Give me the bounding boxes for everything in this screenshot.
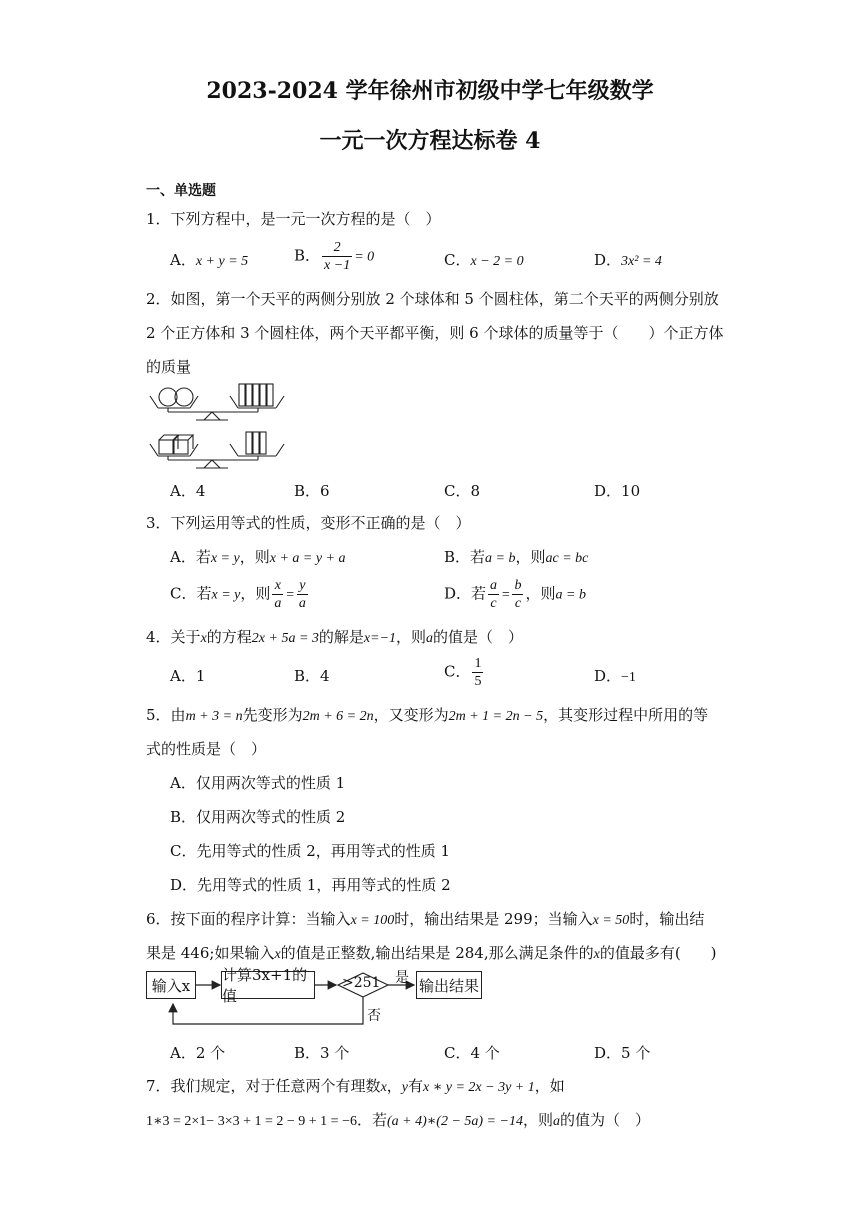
math-variable: a [426,631,434,646]
q5-option-c: C．先用等式的性质 2，再用等式的性质 1 [170,842,451,860]
q5-option-b: B．仅用两次等式的性质 2 [170,808,346,826]
math-variable: a [552,1114,560,1129]
math-expression: 2m + 1 = 2n − 5 [448,709,544,724]
numerator: 2 [322,239,352,257]
cylinder-icon [239,384,245,406]
sphere-icon [159,388,177,406]
math-expression: m + 3 = n [185,709,243,724]
question-text: 下列方程中，是一元一次方程的是（ ） [170,210,441,228]
flow-compute-box [221,966,315,1005]
option-math: x − 2 = 0 [470,254,524,269]
flow-input-label: 输入x [151,976,191,995]
document-title-line2: 一元一次方程达标卷 4 [319,128,541,154]
section-heading: 一、单选题 [146,183,216,199]
q5-option-d: D．先用等式的性质 1，再用等式的性质 2 [170,876,451,894]
cylinder-icon [260,384,266,406]
q6-option-c: C．4 个 [444,1044,500,1062]
q6-option-b: B．3 个 [294,1044,350,1062]
q2-option-d: D．10 [594,482,641,500]
document-title-line1: 2023-2024 学年徐州市初级中学七年级数学 [206,78,654,104]
math-expression: x = 100 [350,913,395,928]
question-text: 由 [170,706,186,724]
flow-output-label: 输出结果 [418,976,479,995]
question-text: 时，输出结果是 299；当输入 [394,910,593,928]
question-1-stem [146,208,441,229]
question-text: ．若 [356,1111,387,1129]
option-label: D． [594,667,622,685]
option-math: 3x² = 4 [621,254,662,269]
fraction [297,577,308,612]
option-math: x = y [211,587,241,603]
question-number: 1． [146,210,171,228]
denominator: a [274,596,282,611]
fraction [488,577,499,612]
math-expression: x ∗ y = 2x − 3y + 1 [423,1080,535,1095]
math-variable: x [274,947,281,962]
denominator: c [514,596,522,611]
option-math: a = b [555,587,586,603]
question-text: 的值是（ ） [433,628,524,646]
cylinder-icon [253,384,259,406]
math-expression: 2m + 6 = 2n [302,709,374,724]
question-4-stem [146,626,523,647]
equals-sign: = [285,587,295,603]
q4-option-a: A．1 [170,667,206,685]
question-text: 有 [408,1077,424,1095]
q2-option-c: C．8 [444,482,481,500]
option-math: ac = bc [545,551,589,566]
option-label: D． [594,251,622,269]
cube-icon [174,440,188,454]
option-text: ，则 [515,548,546,566]
math-variable: y [401,1080,409,1095]
math-expression: x=−1 [363,631,397,646]
question-number: 4． [146,628,171,646]
question-text: 关于 [170,628,201,646]
question-6-line1 [146,908,704,929]
question-5-line1 [146,704,708,725]
option-text: ，则 [525,584,556,603]
math-variable: x [593,947,600,962]
option-text: ，则 [239,548,270,566]
q3-option-d [444,577,586,612]
q1-option-c [444,249,524,270]
question-text: ，如 [534,1077,565,1095]
question-5-line2: 式的性质是（ ） [146,740,267,758]
fraction [512,577,523,612]
fraction [272,577,283,612]
flow-output-box [416,971,482,999]
option-label: B． [294,246,321,265]
question-text: 按下面的程序计算：当输入 [170,910,351,928]
cylinder-icon [246,384,252,406]
q6-option-a: A．2 个 [170,1044,226,1062]
cylinder-icon [267,384,273,406]
flow-compute-label: 计算3x+1的值 [222,966,308,1005]
question-7-line1 [146,1075,565,1096]
numerator: a [490,578,498,593]
left-pan-edge [150,444,158,456]
flow-yes-label: 是 [395,970,409,986]
question-2-line1 [146,288,719,309]
question-text: ， [386,1077,402,1095]
question-text: 时，输出结 [629,910,705,928]
balance-scale-figure [146,378,286,470]
q1-option-b [294,239,374,274]
question-text: ，则 [522,1111,553,1129]
q1-option-a [170,249,248,270]
q1-option-d [594,249,662,270]
question-text: ，又变形为 [373,706,449,724]
option-text: ，则 [240,584,271,603]
right-pan-edge [230,444,238,456]
q4-option-d [594,665,636,686]
question-2-line3: 的质量 [146,358,192,376]
question-3-stem [146,512,471,533]
flow-no-label: 否 [367,1008,381,1024]
option-math: −1 [621,670,636,685]
numerator: y [297,577,308,595]
question-text: 的值是正整数,输出结果是 284,那么满足条件的 [280,944,594,962]
right-pan-edge [276,396,284,408]
sphere-icon [175,388,193,406]
math-expression: (a + 4)∗(2 − 5a) = −14 [387,1114,523,1129]
option-math: a = b [485,551,516,566]
question-text: 的解是 [318,628,364,646]
question-number: 2． [146,290,171,308]
question-number: 3． [146,514,171,532]
question-number: 5． [146,706,171,724]
question-text: 先变形为 [242,706,303,724]
question-text: 下列运用等式的性质，变形不正确的是（ ） [170,514,471,532]
left-pan-edge [150,396,158,408]
denominator: c [490,596,497,611]
question-text: 的方程 [206,628,252,646]
right-pan-edge [230,396,238,408]
fraction [322,239,352,274]
question-text: ，其变形过程中所用的等 [543,706,709,724]
q4-option-b: B．4 [294,667,330,685]
q3-option-b [444,546,588,567]
cylinder-icon [253,432,259,454]
option-math: = 0 [354,249,375,265]
numerator: 1 [474,656,482,671]
question-text: ，则 [396,628,427,646]
q6-option-d: D．5 个 [594,1044,651,1062]
question-number: 7． [146,1077,171,1095]
q5-option-a: A．仅用两次等式的性质 1 [170,774,346,792]
denominator: a [298,596,306,611]
equals-sign: = [501,587,511,603]
math-variable: x [200,631,207,646]
numerator: b [514,578,522,593]
flow-input-box [146,971,196,999]
option-label: C．若 [170,584,212,603]
question-text: 的值为（ ） [559,1111,650,1129]
cylinder-icon [260,432,266,454]
option-label: A．若 [170,548,211,566]
option-label: A． [170,251,196,269]
option-label: B．若 [444,548,486,566]
cube-icon [159,440,173,454]
question-number: 6． [146,910,171,928]
q3-option-a [170,546,346,567]
question-2-line2: 2 个正方体和 3 个圆柱体，两个天平都平衡，则 6 个球体的质量等于（ ）个正方体 [146,324,724,342]
cylinder-icon [246,432,252,454]
math-expression: x = 50 [592,913,630,928]
fulcrum-icon [204,460,220,468]
question-text: 如图，第一个天平的两侧分别放 2 个球体和 5 个圆柱体，第二个天平的两侧分别放 [170,290,719,308]
option-label: C． [444,251,471,269]
q4-option-c [444,655,485,690]
question-7-line2 [146,1109,650,1130]
denominator: 5 [474,674,482,689]
q2-option-b: B．6 [294,482,330,500]
denominator: x −1 [324,258,351,273]
left-pan-edge [190,444,198,456]
fraction [472,655,483,690]
option-label: D．若 [444,584,487,603]
question-text: 我们规定，对于任意两个有理数 [170,1077,381,1095]
option-math: x + a = y + a [269,551,346,566]
math-variable: x [380,1080,387,1095]
option-math: x + y = 5 [195,254,249,269]
q2-option-a: A．4 [170,482,206,500]
math-expression: 1∗3 = 2×1− 3×3 + 1 = 2 − 9 + 1 = −6 [146,1114,357,1129]
fulcrum-icon [204,412,220,420]
question-6-line2 [146,942,717,963]
math-expression: 2x + 5a = 3 [251,631,319,646]
right-pan-edge [276,444,284,456]
option-math: x = y [210,551,240,566]
option-label: C． [444,662,471,681]
flow-condition-label: >251 [342,975,381,991]
q3-option-c [170,577,310,612]
numerator: x [272,577,283,595]
question-text: 果是 446;如果输入 [146,944,275,962]
question-text: 的值最多有( ) [599,944,717,962]
